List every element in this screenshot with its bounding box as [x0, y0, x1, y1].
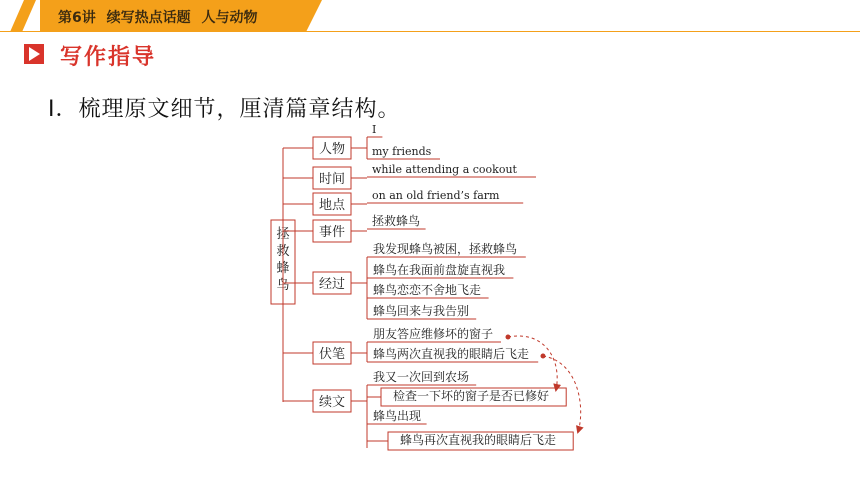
arrow-fly-dot [541, 354, 546, 359]
branch-item: while attending a cookout [372, 163, 517, 176]
step-number: Ⅰ． [48, 97, 79, 122]
branch-item: 检查一下坏的窗子是否已修好 [393, 389, 550, 403]
root-label: 拯救蜂鸟 [276, 227, 290, 293]
branch-item: 蜂鸟再次直视我的眼睛后飞走 [400, 433, 557, 447]
branch-item: 蜂鸟回来与我告别 [373, 304, 470, 318]
branch-item: 蜂鸟两次直视我的眼睛后飞走 [373, 347, 530, 361]
arrow-window-dot [506, 335, 511, 340]
section-title: 写作指导 [60, 45, 157, 70]
lesson-number: 第6讲 [58, 10, 96, 26]
branch-label: 伏笔 [318, 347, 346, 362]
branch-item: 我又一次回到农场 [373, 370, 470, 384]
branch-item: on an old friend’s farm [372, 189, 500, 202]
branch-label: 时间 [318, 172, 346, 187]
branch-item: 蜂鸟在我面前盘旋直视我 [373, 263, 506, 277]
branch-label: 续文 [318, 395, 346, 410]
branch-item: 朋友答应维修坏的窗子 [373, 327, 494, 341]
lesson-title: 续写热点话题 [106, 10, 191, 26]
branch-item: 蜂鸟恋恋不舍地飞走 [373, 283, 482, 297]
branch-label: 经过 [318, 277, 346, 292]
lesson-topic: 人与动物 [201, 10, 258, 26]
branch-label: 人物 [318, 142, 346, 157]
branch-item: I [372, 123, 377, 136]
branch-item: 我发现蜂鸟被困，拯救蜂鸟 [373, 242, 518, 256]
branch-label: 地点 [318, 198, 346, 213]
step-text: 梳理原文细节，厘清篇章结构。 [78, 97, 401, 122]
branch-item: 蜂鸟出现 [373, 409, 422, 423]
branch-item: 拯救蜂鸟 [372, 214, 421, 228]
arrow-window [508, 336, 557, 390]
branch-item: my friends [372, 145, 432, 158]
branch-label: 事件 [318, 225, 346, 240]
